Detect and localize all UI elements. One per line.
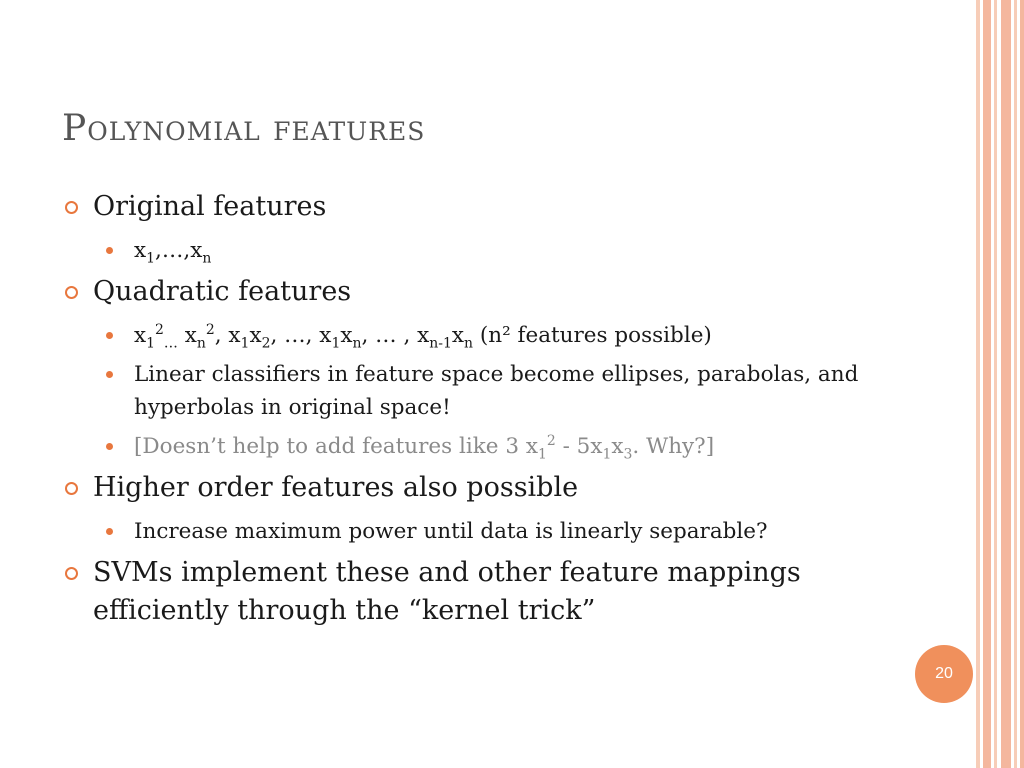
sub-bullet-quadratic-terms <box>62 319 902 352</box>
bullet-svm-kernel-trick <box>62 554 902 630</box>
decorative-stripe <box>1014 0 1017 768</box>
dot-bullet-icon <box>106 443 113 450</box>
bullet-quadratic-features <box>62 273 902 311</box>
math-expression: $x_1,\dots,x_n$ <box>134 238 212 267</box>
bullet-text: Increase maximum power until data is linearly separable? <box>134 519 768 544</box>
bullet-text: Original features <box>93 191 327 222</box>
dot-bullet-icon <box>106 528 113 535</box>
bullet-text: . Why?] <box>632 434 715 459</box>
ring-bullet-icon <box>65 567 78 580</box>
sub-bullet-increase-power <box>62 515 902 548</box>
decorative-stripe <box>1001 0 1011 768</box>
ring-bullet-icon <box>65 286 78 299</box>
decorative-stripe <box>976 0 980 768</box>
bullet-text: Quadratic features <box>93 276 352 307</box>
decorative-stripe <box>983 0 991 768</box>
ring-bullet-icon <box>65 201 78 214</box>
sub-bullet-linear-classifiers <box>62 358 902 424</box>
bullet-text: (n² features possible) <box>479 323 712 348</box>
math-expression: $x_1^2_\dots$ $x_n^2$, $x_1x_2$, …, $x_1x_n$, … , $x_{n-1}x_n$ <box>134 321 474 352</box>
slide-content <box>62 188 902 638</box>
dot-bullet-icon <box>106 332 113 339</box>
sub-bullet-original-vars <box>62 234 902 267</box>
ring-bullet-icon <box>65 482 78 495</box>
dot-bullet-icon <box>106 247 113 254</box>
page-number-badge: 20 <box>915 645 973 703</box>
decorative-stripe <box>994 0 997 768</box>
bullet-text: Higher order features also possible <box>93 472 579 503</box>
decorative-stripe <box>1020 0 1024 768</box>
sub-bullet-why: [Doesn’t help to add features like 3 $x_1^2 - 5x_1x_3$. Why?] <box>62 430 902 463</box>
slide-title: Polynomial features <box>62 108 426 149</box>
bullet-original-features <box>62 188 902 226</box>
bullet-text: Linear classifiers in feature space become ellipses, parabolas, and hyperbolas in original space! <box>134 362 859 420</box>
bullet-text: [Doesn’t help to add features like 3 x <box>134 434 538 459</box>
bullet-text: SVMs implement these and other feature mappings efficiently through the “kernel trick” <box>93 557 801 626</box>
bullet-higher-order <box>62 469 902 507</box>
dot-bullet-icon <box>106 371 113 378</box>
